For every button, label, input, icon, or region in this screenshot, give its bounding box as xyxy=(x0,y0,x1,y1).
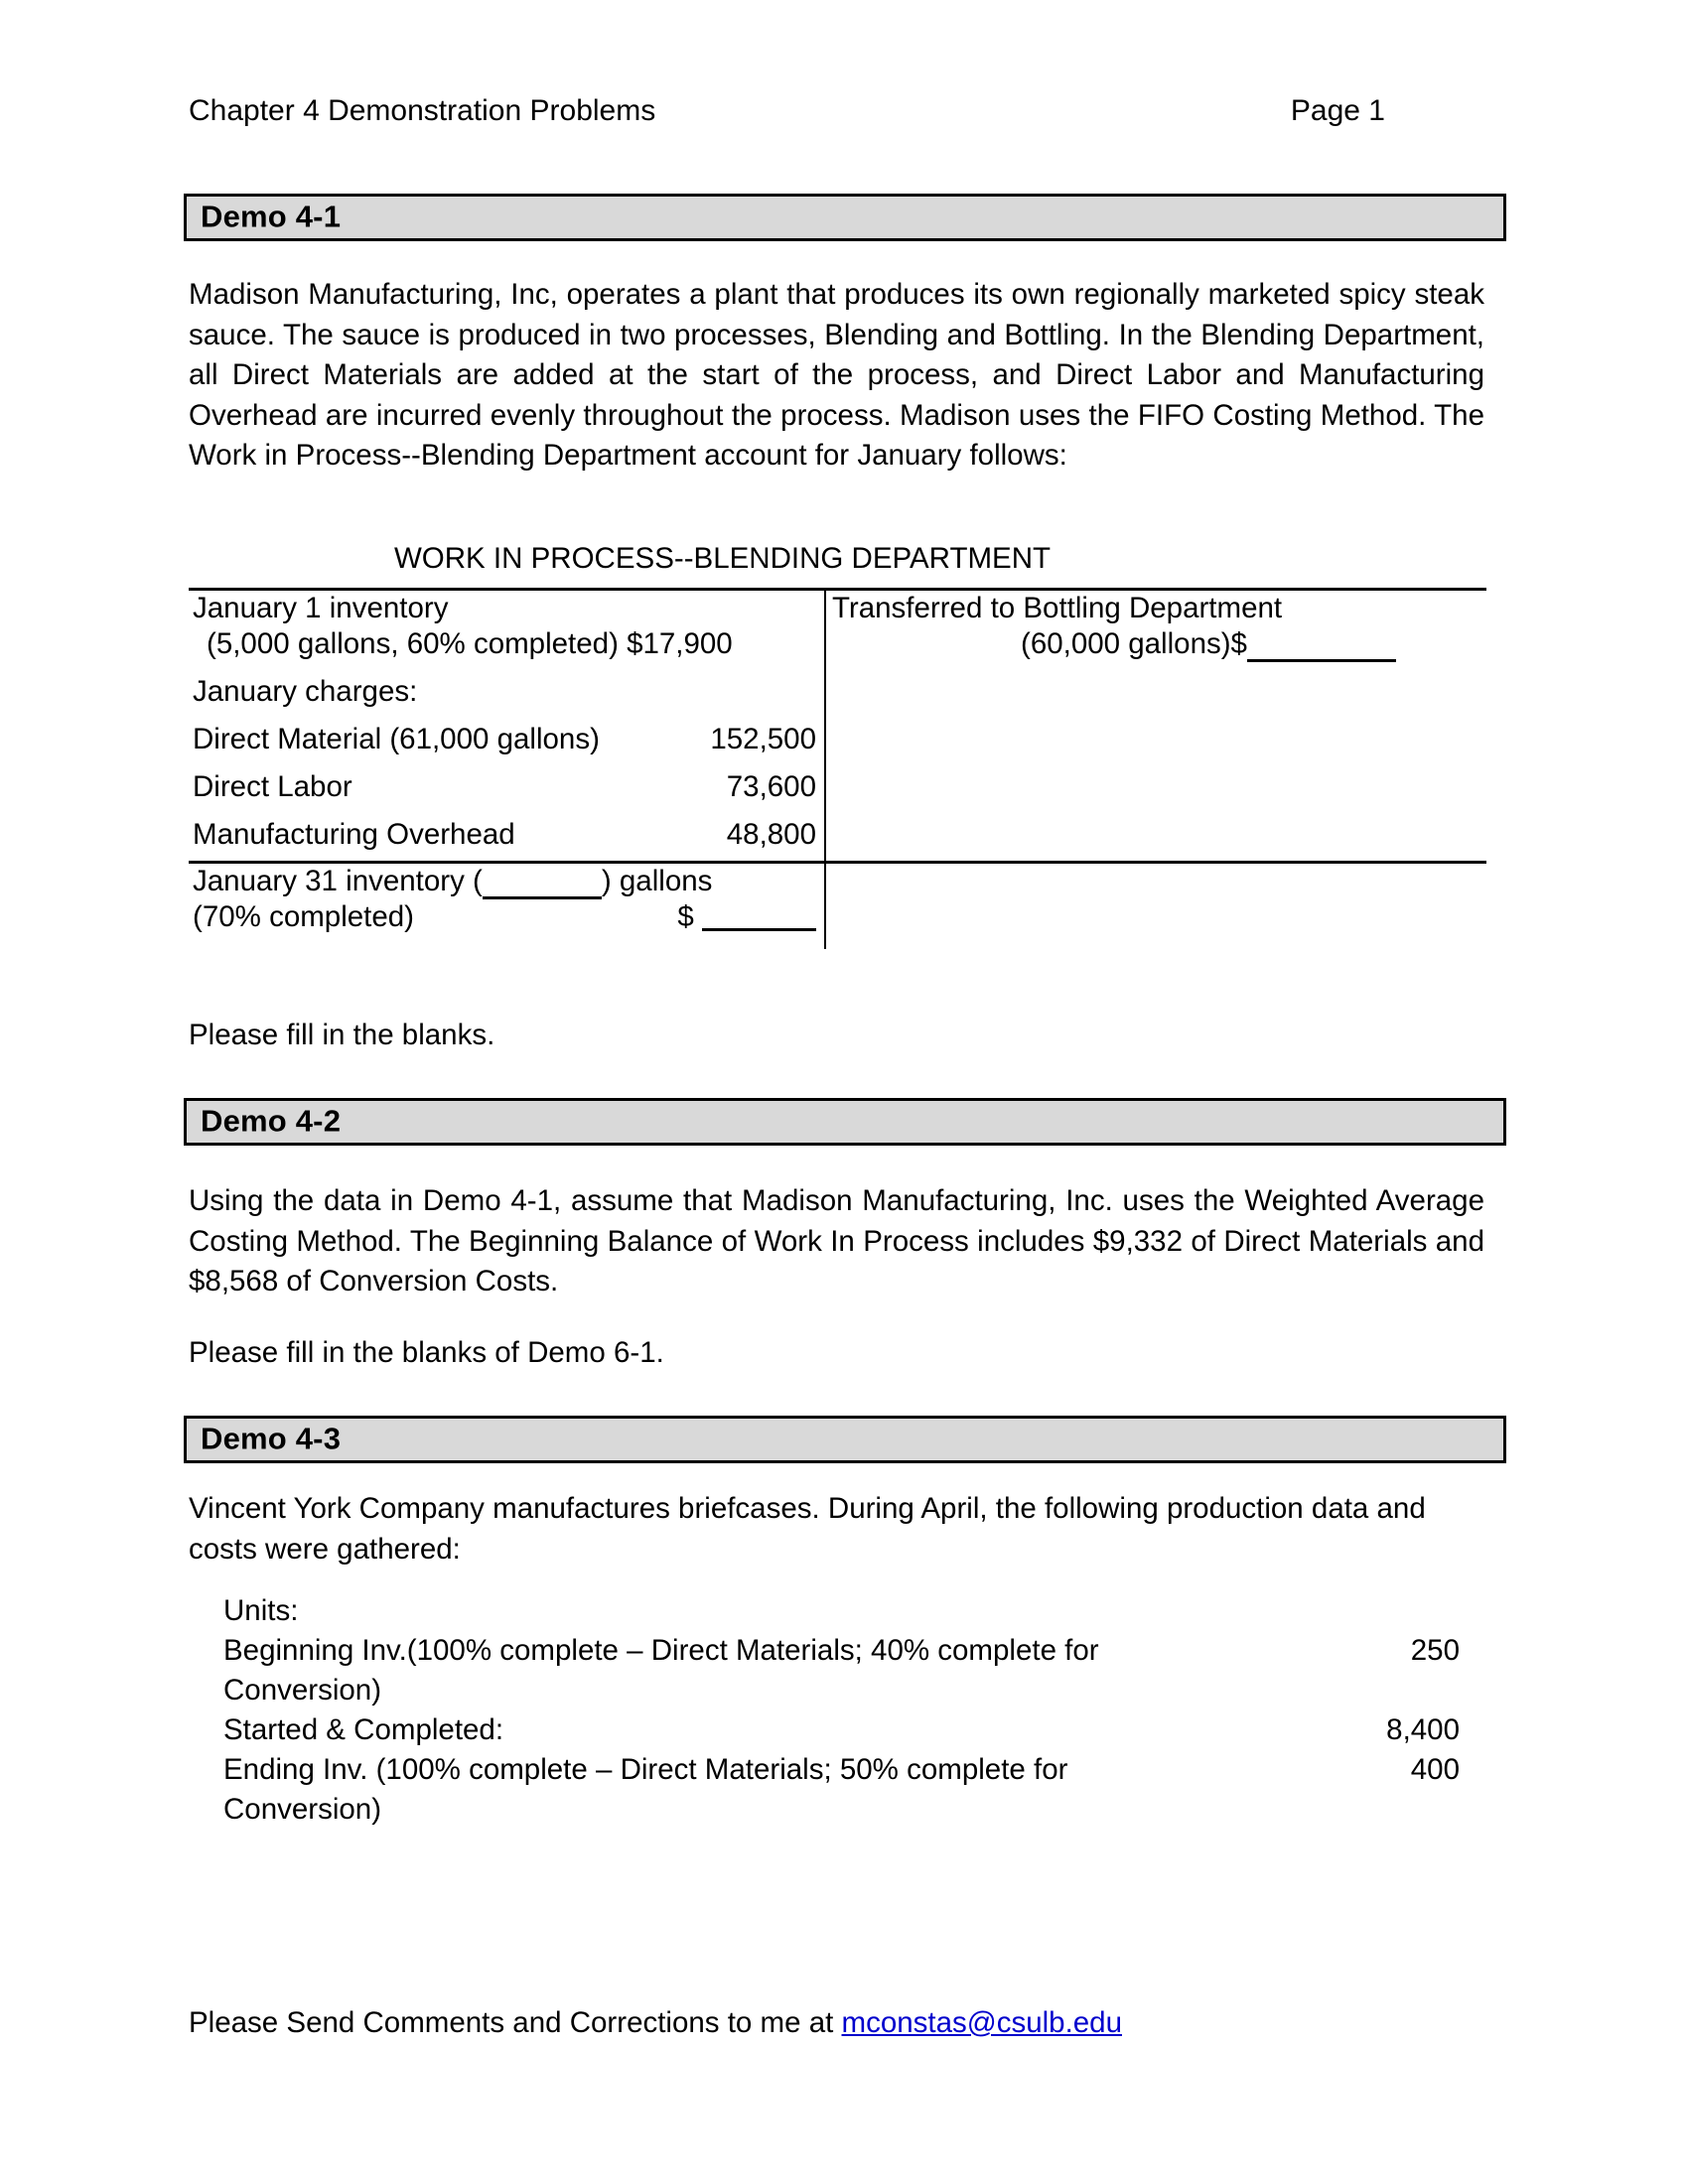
t-account-debit-ending-column xyxy=(189,864,824,949)
spacer xyxy=(193,805,824,817)
row-ending-inventory xyxy=(193,864,824,899)
t-account-footer-body xyxy=(189,864,1486,949)
unit-label: Started & Completed: xyxy=(223,1713,504,1746)
opening-inventory-label: January 1 inventory xyxy=(193,592,449,624)
charge-row xyxy=(193,817,824,853)
section-heading-demo-4-2: Demo 4-2 xyxy=(201,1103,342,1139)
units-heading-row xyxy=(223,1591,1460,1631)
ending-inventory-gallons-blank[interactable] xyxy=(483,864,602,899)
unit-value: 250 xyxy=(1410,1634,1460,1667)
demo-4-3-units-block xyxy=(223,1591,1460,1830)
row-transfer-out xyxy=(832,591,1486,626)
row-transfer-out-detail xyxy=(832,626,1486,662)
charge-amount: 73,600 xyxy=(726,770,816,803)
demo-4-3-paragraph: Vincent York Company manufactures briefcases. During April, the following production data and costs were gathered: xyxy=(189,1492,1426,1566)
page-number: Page 1 xyxy=(1290,94,1385,127)
t-account-debit-column xyxy=(189,591,824,861)
ending-inventory-amount-cell xyxy=(677,899,824,935)
email-link[interactable]: mconstas@csulb.edu xyxy=(841,2006,1122,2039)
charge-amount: 48,800 xyxy=(726,818,816,851)
charge-row xyxy=(193,769,824,805)
section-bar-demo-4-3 xyxy=(184,1416,1506,1463)
row-opening-inventory xyxy=(193,591,824,626)
units-list-item xyxy=(223,1750,1460,1830)
ending-inventory-label-post: ) gallons xyxy=(601,865,713,897)
running-head xyxy=(189,91,1489,131)
section-bar-demo-4-1 xyxy=(184,194,1506,241)
demo-4-2-instruction: Please fill in the blanks of Demo 6-1. xyxy=(189,1336,664,1369)
demo-4-1-paragraph: Madison Manufacturing, Inc, operates a plant that produces its own regionally marketed spicy steak sauce. The sauce is produced in two processes, Blending and Bottling. In the Blending Department, all Direct Materials are added at the start of the process, and Direct Labor and Manufacturing Overhead are incurred evenly throughout the process. Madison uses the FIFO Costing Method. The Work in Process--Blending Department account for January follows: xyxy=(189,278,1484,472)
transfer-out-label: Transferred to Bottling Department xyxy=(832,592,1283,624)
section-heading-demo-4-1: Demo 4-1 xyxy=(201,199,342,234)
ending-inventory-label-pre: January 31 inventory ( xyxy=(193,865,483,897)
units-list-item xyxy=(223,1710,1460,1750)
spacer xyxy=(193,853,824,861)
unit-value: 400 xyxy=(1410,1753,1460,1786)
unit-label: Beginning Inv.(100% complete – Direct Materials; 40% complete for Conversion) xyxy=(223,1634,1099,1706)
currency-symbol: $ xyxy=(677,900,694,933)
spacer xyxy=(193,662,824,674)
unit-label: Ending Inv. (100% complete – Direct Materials; 50% complete for Conversion) xyxy=(223,1753,1068,1826)
ending-inventory-percent-label: (70% completed) xyxy=(193,900,414,933)
charge-label: Manufacturing Overhead xyxy=(193,818,515,851)
demo-4-1-instruction: Please fill in the blanks. xyxy=(189,1019,495,1051)
footer-contact-line xyxy=(189,2003,1122,2043)
transfer-out-detail: (60,000 gallons)$ xyxy=(1021,627,1247,660)
units-list-item xyxy=(223,1631,1460,1710)
unit-value: 8,400 xyxy=(1386,1713,1460,1746)
row-charges-heading xyxy=(193,674,824,710)
charge-label: Direct Material (61,000 gallons) xyxy=(193,723,600,755)
spacer xyxy=(193,757,824,769)
t-account-body xyxy=(189,591,1486,861)
section-bar-demo-4-2 xyxy=(184,1098,1506,1146)
t-account-title: WORK IN PROCESS--BLENDING DEPARTMENT xyxy=(393,542,1052,575)
opening-inventory-detail: (5,000 gallons, 60% completed) $17,900 xyxy=(207,627,733,660)
demo-4-2-paragraph: Using the data in Demo 4-1, assume that Madison Manufacturing, Inc. uses the Weighted Average Costing Method. The Beginning Balance of Work In Process includes $9,332 of Direct Materials and $8,568 of Conversion Costs. xyxy=(189,1184,1484,1297)
charge-label: Direct Labor xyxy=(193,770,352,803)
spacer xyxy=(193,935,824,949)
t-account-table xyxy=(189,588,1486,949)
t-account-credit-column xyxy=(826,591,1486,861)
t-account-credit-ending-column xyxy=(826,864,1486,949)
spacer xyxy=(193,710,824,722)
document-title: Chapter 4 Demonstration Problems xyxy=(189,94,656,127)
footer-text: Please Send Comments and Corrections to me at xyxy=(189,2006,842,2039)
charges-heading: January charges: xyxy=(193,675,418,708)
section-heading-demo-4-3: Demo 4-3 xyxy=(201,1421,342,1456)
transfer-out-amount-blank[interactable] xyxy=(1247,626,1396,662)
units-heading: Units: xyxy=(223,1594,299,1627)
charge-row xyxy=(193,722,824,757)
ending-inventory-amount-blank[interactable] xyxy=(702,928,816,931)
row-opening-inventory-detail xyxy=(193,626,824,662)
charge-amount: 152,500 xyxy=(710,723,816,755)
row-ending-inventory-detail xyxy=(193,899,824,935)
